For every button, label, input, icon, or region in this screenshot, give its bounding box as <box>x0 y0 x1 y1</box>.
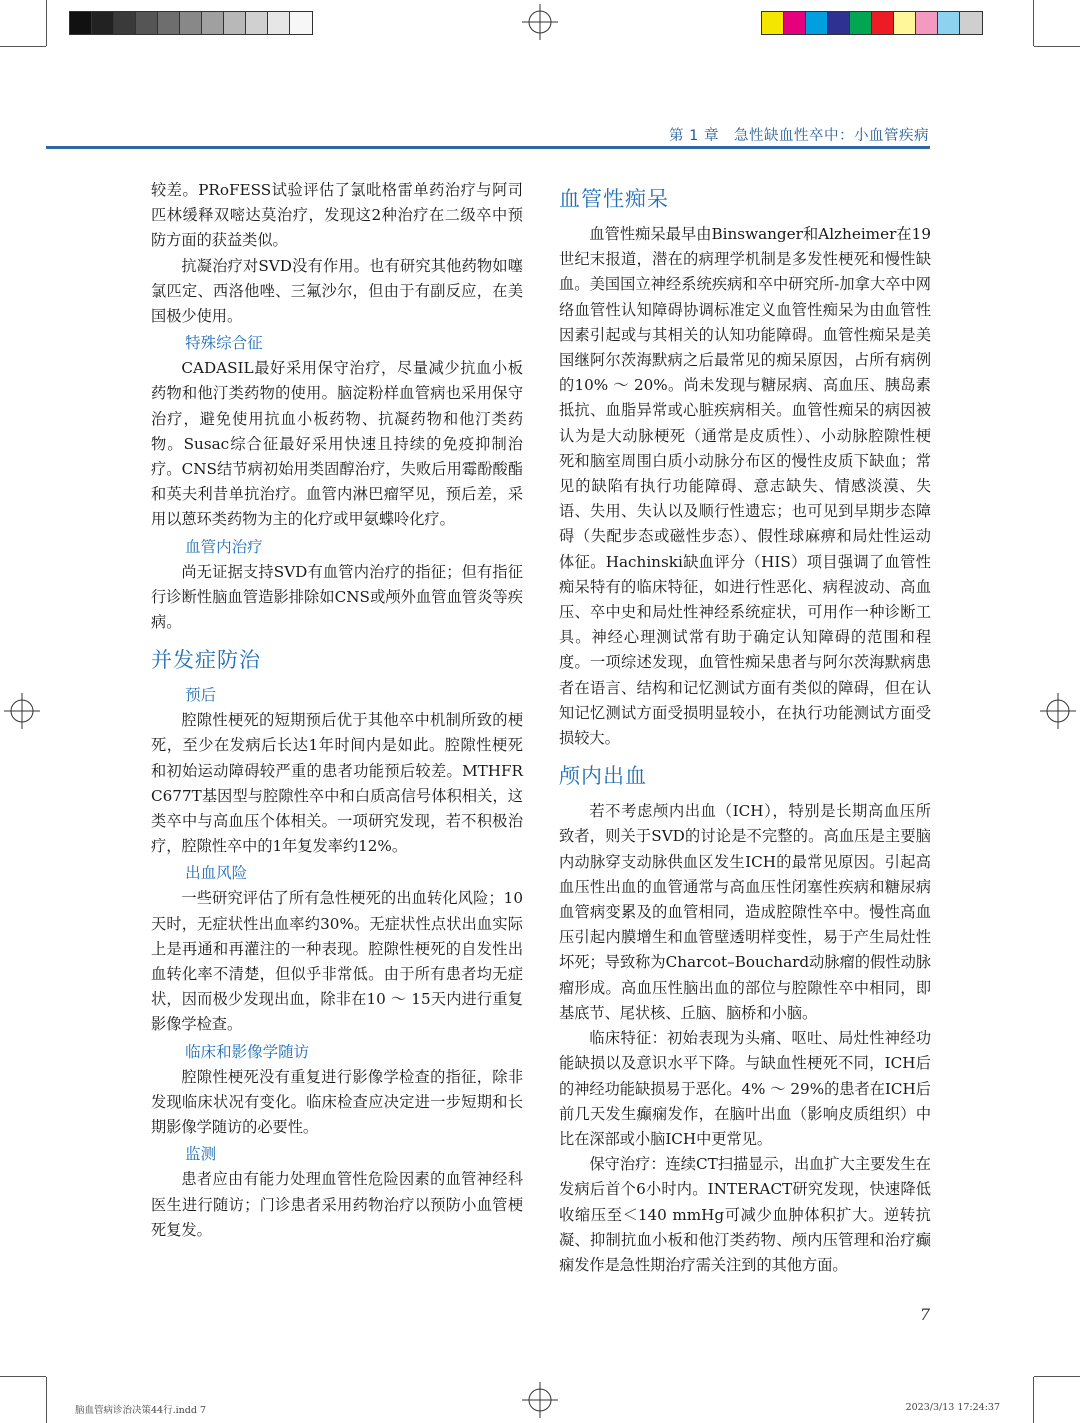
color-swatch <box>246 12 268 34</box>
color-swatch <box>202 12 224 34</box>
paragraph: 腔隙性梗死没有重复进行影像学检查的指征，除非发现临床状况有变化。临床检查应决定进一步短期和长期影像学随访的必要性。 <box>151 1067 523 1137</box>
page-number: 7 <box>919 1305 930 1324</box>
color-swatch <box>938 12 960 34</box>
color-swatch <box>158 12 180 34</box>
paragraph: CADASIL最好采用保守治疗，尽量减少抗血小板药物和他汀类药物的使用。脑淀粉样血管病也采用保守治疗，避免使用抗血小板药物、抗凝药物和他汀类药物。Susac综合征最好采用快速且持续的免疫抑制治疗。CNS结节病初始用类固醇治疗，失败后用霉酚酸酯和英夫利昔单抗治疗。血管内淋巴瘤罕见，预后差，采用以蒽环类药物为主的化疗或甲氨蝶呤化疗。 <box>151 359 523 529</box>
registration-mark-right <box>1040 693 1076 729</box>
left-column <box>151 178 523 1243</box>
color-swatch <box>894 12 916 34</box>
paragraph: 较差。PRoFESS试验评估了氯吡格雷单药治疗与阿司匹林缓释双嘧达莫治疗，发现这2种治疗在二级卒中预防方面的获益类似。 <box>151 181 523 250</box>
subheading-prognosis: 预后 <box>185 686 217 705</box>
color-swatch <box>762 12 784 34</box>
color-swatch <box>784 12 806 34</box>
paragraph: 血管性痴呆最早由Binswanger和Alzheimer在19世纪末报道，潜在的病理学机制是多发性梗死和慢性缺血。美国国立神经系统疾病和卒中研究所-加拿大卒中网络血管性认知障碍协调标准定义血管性痴呆为由血管性因素引起或与其相关的认知功能障碍。血管性痴呆是美国继阿尔茨海默病之后最常见的痴呆原因，占所有病例的10% ～ 20%。尚未发现与糖尿病、高血压、胰岛素抵抗、血脂异常或心脏疾病相关。血管性痴呆的病因被认为是大动脉梗死（通常是皮质性）、小动脉腔隙性梗死和脑室周围白质小动脉分布区的慢性皮质下缺血；常见的缺陷有执行功能障碍、意志缺失、情感淡漠、失语、失用、失认以及顺行性遗忘；也可见到早期步态障碍（失配步态或磁性步态）、假性球麻痹和局灶性运动体征。Hachinski缺血评分（HIS）项目强调了血管性痴呆特有的临床特征，如进行性恶化、病程波动、高血压、卒中史和局灶性神经系统症状，可用作一种诊断工具。神经心理测试常有助于确定认知障碍的范围和程度。一项综述发现，血管性痴呆患者与阿尔茨海默病患者在语言、结构和记忆测试方面有类似的障碍，但在认知记忆测试方面受损明显较小，在执行功能测试方面受损较大。 <box>559 225 931 748</box>
color-swatch <box>806 12 828 34</box>
subheading-special-syndromes: 特殊综合征 <box>185 334 263 353</box>
color-swatch <box>224 12 246 34</box>
color-swatch <box>960 12 982 34</box>
paragraph: 若不考虑颅内出血（ICH），特别是长期高血压所致者，则关于SVD的讨论是不完整的。高血压是主要脑内动脉穿支动脉供血区发生ICH的最常见原因。引起高血压性出血的血管通常与高血压性闭塞性疾病和糖尿病血管病变累及的血管相同，造成腔隙性卒中。慢性高血压引起内膜增生和血管壁透明样变性，易于产生局灶性坏死；导致称为Charcot–Bouchard动脉瘤的假性动脉瘤形成。高血压性脑出血的部位与腔隙性卒中相同，即基底节、尾状核、丘脑、脑桥和小脑。 <box>559 802 931 1022</box>
subheading-bleeding-risk: 出血风险 <box>185 864 248 883</box>
color-swatch <box>136 12 158 34</box>
paragraph: 抗凝治疗对SVD没有作用。也有研究其他药物如噻氯匹定、西洛他唑、三氟沙尔，但由于有副反应，在美国极少使用。 <box>151 256 523 326</box>
section-heading-complications: 并发症防治 <box>151 648 261 673</box>
color-calibration-bar <box>761 11 983 35</box>
grayscale-calibration-bar <box>69 11 313 35</box>
paragraph: 患者应由有能力处理血管性危险因素的血管神经科医生进行随访；门诊患者采用药物治疗以预防小血管梗死复发。 <box>151 1170 523 1239</box>
right-column <box>559 184 931 1278</box>
color-swatch <box>916 12 938 34</box>
paragraph: 腔隙性梗死的短期预后优于其他卒中机制所致的梗死，至少在发病后长达1年时间内是如此。腔隙性梗死和初始运动障碍较严重的患者功能预后较差。MTHFR C677T基因型与腔隙性卒中和白质高信号体积相关，这类卒中与高血压个体相关。一项研究发现，若不积极治疗，腔隙性卒中的1年复发率约12%。 <box>151 711 523 856</box>
header-rule <box>46 146 930 149</box>
color-swatch <box>872 12 894 34</box>
registration-mark-bottom <box>522 1382 558 1418</box>
paragraph-text: 初始表现为头痛、呕吐、局灶性神经功能缺损以及意识水平下降。与缺血性梗死不同，ICH后的神经功能缺损易于恶化。4% ～ 29%的患者在ICH后前几天发生癫痫发作，在脑叶出血（影响皮质组织）中比在深部或小脑ICH中更常见。 <box>559 1029 932 1148</box>
color-swatch <box>114 12 136 34</box>
paragraph <box>559 1152 931 1278</box>
color-swatch <box>850 12 872 34</box>
color-swatch <box>268 12 290 34</box>
paragraph: 尚无证据支持SVD有血管内治疗的指征；但有指征行诊断性脑血管造影排除如CNS或颅外血管血管炎等疾病。 <box>151 562 523 632</box>
color-swatch <box>290 12 312 34</box>
section-heading-vascular-dementia: 血管性痴呆 <box>559 187 669 211</box>
subheading-monitoring: 监测 <box>185 1145 217 1164</box>
run-in-label: 临床特征： <box>589 1029 668 1048</box>
running-head: 第 1 章 急性缺血性卒中：小血管疾病 <box>669 128 929 144</box>
slug-file-name: 脑血管病诊治决策44行.indd 7 <box>75 1405 206 1416</box>
registration-mark-left <box>4 693 40 729</box>
subheading-followup: 临床和影像学随访 <box>185 1042 310 1061</box>
slug-date: 2023/3/13 17:24:37 <box>905 1402 1000 1413</box>
color-swatch <box>70 12 92 34</box>
color-swatch <box>828 12 850 34</box>
subheading-endovascular: 血管内治疗 <box>185 537 263 556</box>
color-swatch <box>180 12 202 34</box>
section-heading-ich: 颅内出血 <box>559 764 647 789</box>
paragraph <box>559 1026 931 1152</box>
registration-mark-top <box>522 4 558 40</box>
paragraph: 一些研究评估了所有急性梗死的出血转化风险；10天时，无症状性出血率约30%。无症状性点状出血实际上是再通和再灌注的一种表现。腔隙性梗死的自发性出血转化率不清楚，但似乎非常低。由于所有患者均无症状，因而极少发现出血，除非在10 ～ 15天内进行重复影像学检查。 <box>151 889 523 1034</box>
paragraph-text: 连续CT扫描显示，出血扩大主要发生在发病后首个6小时内。INTERACT研究发现，快速降低收缩压至＜140 mmHg可减少血肿体积扩大。逆转抗凝、抑制抗血小板和他汀类药物、颅内压管理和治疗癫痫发作是急性期治疗需关注到的其他方面。 <box>559 1155 931 1274</box>
color-swatch <box>92 12 114 34</box>
run-in-label: 保守治疗： <box>589 1155 666 1174</box>
